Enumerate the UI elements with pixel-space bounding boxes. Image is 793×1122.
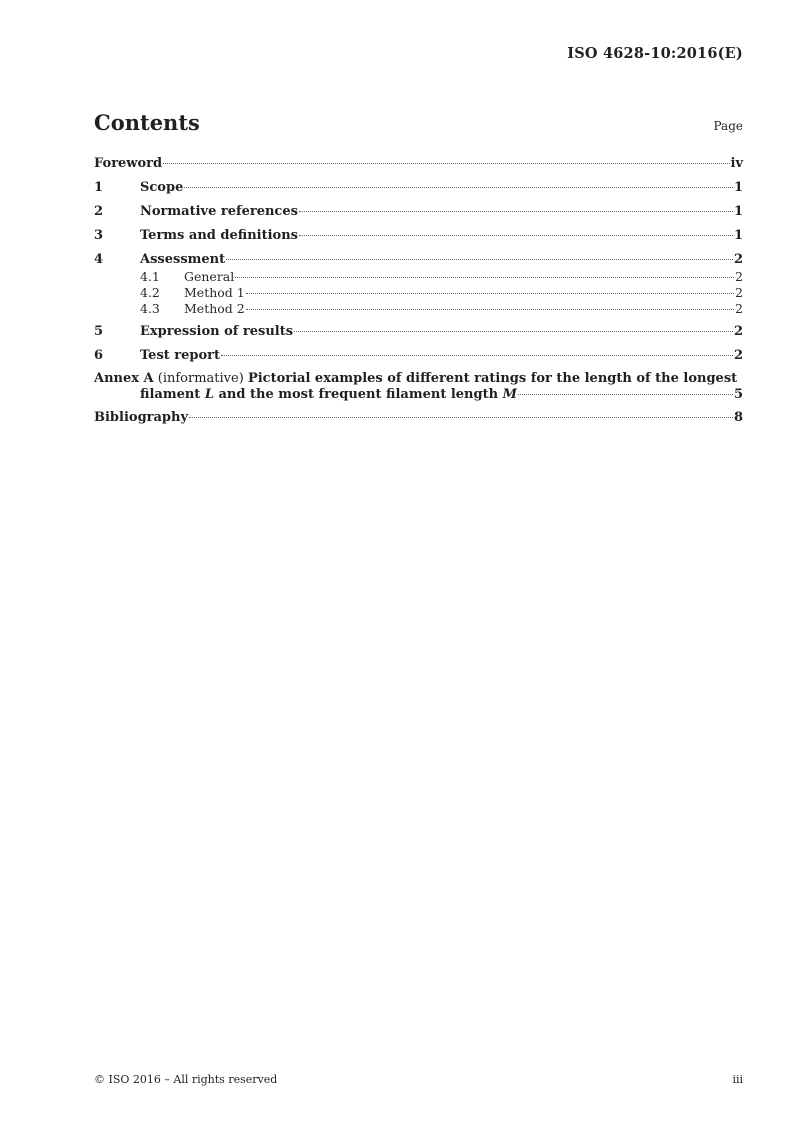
toc-label: General	[184, 269, 235, 284]
toc-number: 4.1	[140, 269, 160, 284]
toc-label: Test report	[140, 348, 221, 363]
toc-label: Normative references	[140, 204, 298, 219]
table-of-contents	[94, 155, 743, 427]
toc-number: 4.2	[140, 285, 160, 300]
toc-entry-method-2[interactable]	[94, 301, 743, 317]
toc-label: Terms and definitions	[140, 228, 298, 243]
dot-leader	[184, 187, 733, 188]
toc-entry-test-report[interactable]	[94, 347, 743, 365]
copyright-notice: © ISO 2016 – All rights reserved	[94, 1073, 278, 1086]
toc-page: 2	[735, 301, 743, 316]
dot-leader	[299, 211, 733, 212]
toc-page: 8	[733, 410, 743, 425]
toc-entry-general[interactable]	[94, 269, 743, 285]
dot-leader	[246, 309, 734, 310]
annex-var-m: M	[502, 387, 517, 402]
toc-entry-terms-and-definitions[interactable]	[94, 227, 743, 245]
toc-number: 5	[94, 324, 104, 339]
toc-page: 1	[733, 180, 743, 195]
annex-text-filament: filament	[140, 387, 201, 402]
toc-page: 2	[733, 252, 743, 267]
annex-title-part-1: Pictorial examples of different ratings for the length of the longest	[247, 371, 738, 386]
dot-leader	[294, 331, 733, 332]
toc-number: 2	[94, 204, 104, 219]
toc-page: 1	[733, 228, 743, 243]
toc-label: Method 1	[184, 285, 245, 300]
toc-entry-expression-of-results[interactable]	[94, 323, 743, 341]
toc-number: 4	[94, 252, 104, 267]
dot-leader	[163, 163, 729, 164]
toc-page: iv	[730, 156, 743, 171]
annex-text-most-frequent: and the most frequent filament length	[218, 387, 499, 402]
toc-entry-bibliography[interactable]	[94, 409, 743, 427]
toc-number: 3	[94, 228, 104, 243]
toc-entry-method-1[interactable]	[94, 285, 743, 301]
toc-page: 2	[733, 324, 743, 339]
toc-page: 2	[735, 285, 743, 300]
dot-leader	[235, 277, 734, 278]
toc-page: 5	[733, 387, 743, 402]
toc-label: Expression of results	[140, 324, 294, 339]
document-id: ISO 4628-10:2016(E)	[567, 45, 743, 62]
toc-page: 1	[733, 204, 743, 219]
toc-label: Assessment	[140, 252, 226, 267]
annex-title-line-2	[94, 387, 743, 403]
dot-leader	[518, 394, 733, 395]
toc-entry-scope[interactable]	[94, 179, 743, 197]
toc-entry-foreword[interactable]	[94, 155, 743, 173]
annex-prefix: Annex A	[94, 371, 154, 386]
dot-leader	[221, 355, 733, 356]
dot-leader	[246, 293, 734, 294]
toc-label: Method 2	[184, 301, 245, 316]
page-number: iii	[732, 1073, 743, 1086]
annex-title-part-2	[140, 387, 517, 403]
annex-title-line-1	[94, 371, 743, 387]
dot-leader	[226, 259, 733, 260]
dot-leader	[299, 235, 733, 236]
toc-page: 2	[733, 348, 743, 363]
dot-leader	[189, 417, 733, 418]
toc-number: 4.3	[140, 301, 160, 316]
toc-entry-normative-references[interactable]	[94, 203, 743, 221]
toc-entry-annex-a[interactable]	[94, 371, 743, 403]
toc-entry-assessment[interactable]	[94, 251, 743, 269]
page-column-label: Page	[713, 119, 743, 133]
toc-number: 1	[94, 180, 104, 195]
toc-label: Scope	[140, 180, 184, 195]
toc-page: 2	[735, 269, 743, 284]
toc-number: 6	[94, 348, 104, 363]
annex-var-l: L	[204, 387, 214, 402]
toc-label: Foreword	[94, 156, 163, 171]
toc-label: Bibliography	[94, 410, 189, 425]
annex-type: (informative)	[157, 371, 244, 386]
contents-title: Contents	[94, 110, 200, 135]
